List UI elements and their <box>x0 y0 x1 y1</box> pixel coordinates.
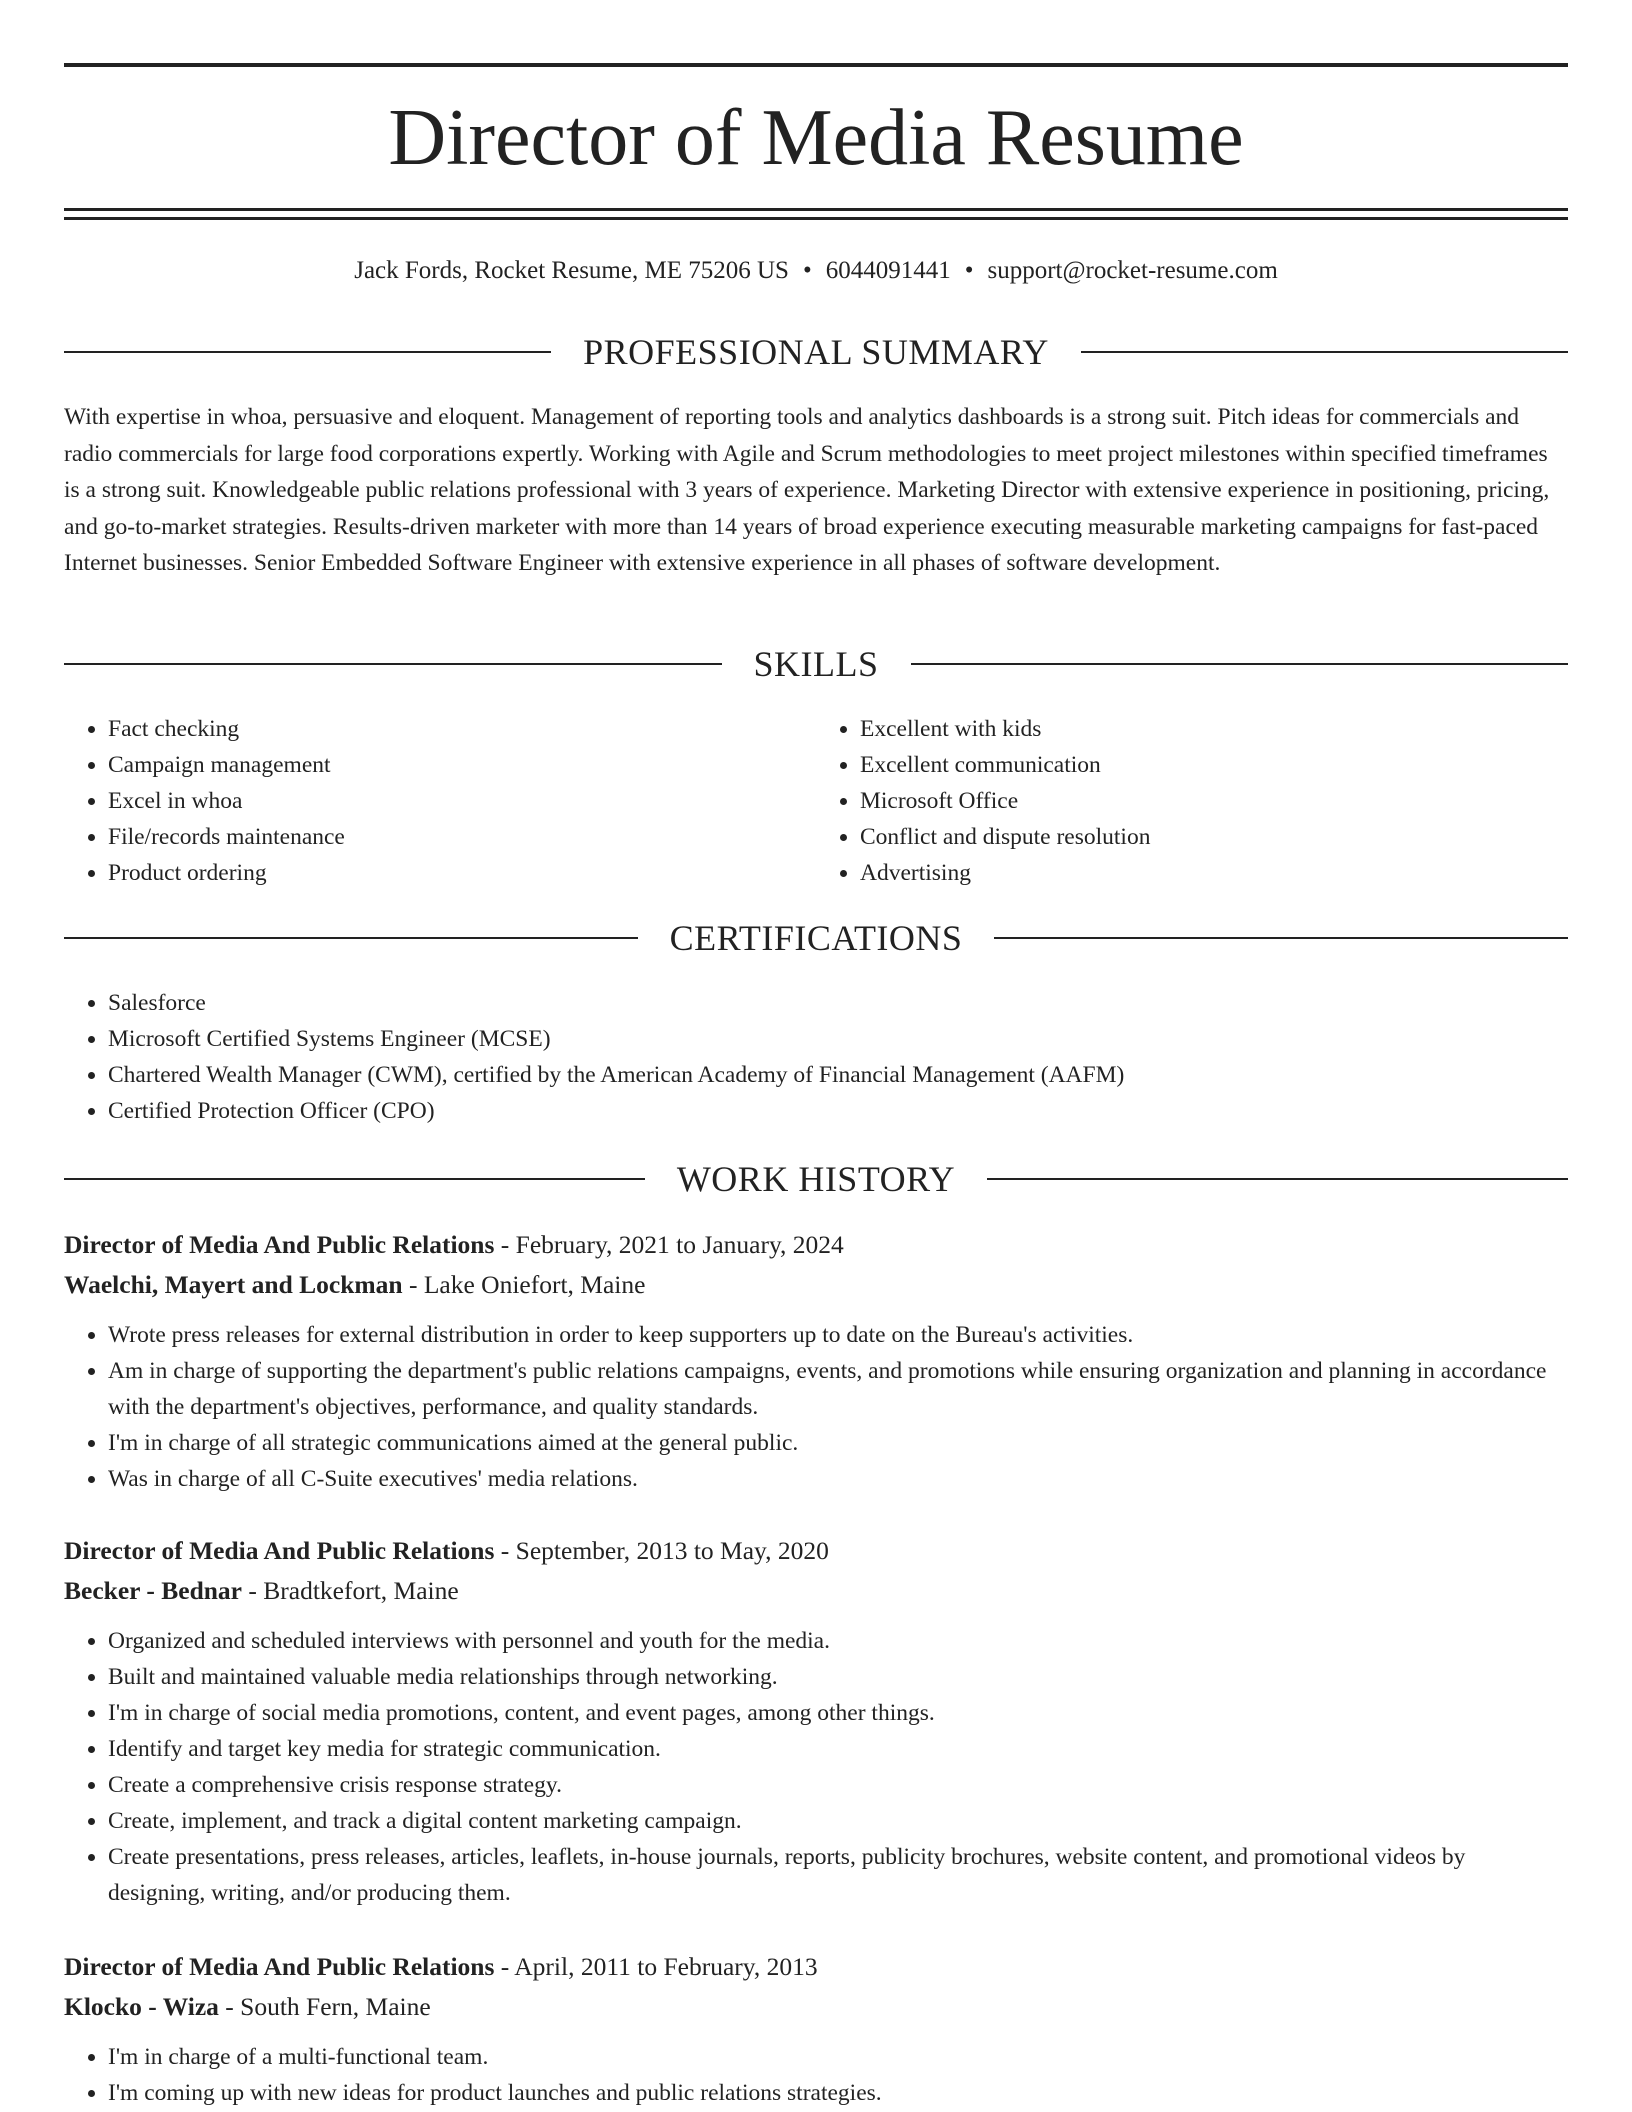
job-dates: - April, 2011 to February, 2013 <box>494 1952 818 1981</box>
job-bullet: • I'm coming up with new ideas for product launches and public relations strategies. <box>108 2075 1568 2111</box>
skill-item: • Excel in whoa <box>108 783 816 819</box>
section-header-summary <box>64 332 1568 372</box>
job-title: Director of Media And Public Relations <box>64 1230 495 1259</box>
job-bullets <box>64 2039 1568 2111</box>
job-bullets <box>64 1623 1568 1911</box>
contact-address: Jack Fords, Rocket Resume, ME 75206 US <box>354 257 789 284</box>
job-bullet: • Organized and scheduled interviews with personnel and youth for the media. <box>108 1623 1568 1659</box>
job-bullet: • Identify and target key media for strategic communication. <box>108 1731 1568 1767</box>
job-entry <box>64 1947 1568 2111</box>
job-dates: - September, 2013 to May, 2020 <box>494 1536 829 1565</box>
divider-line <box>64 937 638 939</box>
page-title: Director of Media Resume <box>388 94 1244 182</box>
job-bullet: • I'm in charge of all strategic communications aimed at the general public. <box>108 1425 1568 1461</box>
certifications-block <box>64 985 1568 1129</box>
job-bullet: • Create, implement, and track a digital content marketing campaign. <box>108 1803 1568 1839</box>
contact-separator: • <box>802 257 812 284</box>
job-location: - South Fern, Maine <box>218 1992 431 2021</box>
job-company: Klocko - Wiza <box>64 1992 219 2021</box>
job-title-line <box>64 1947 1568 1987</box>
skill-item: • Campaign management <box>108 747 816 783</box>
job-bullet: • Was in charge of all C-Suite executives' media relations. <box>108 1461 1568 1497</box>
job-company-line <box>64 1987 1568 2027</box>
job-title: Director of Media And Public Relations <box>64 1536 495 1565</box>
job-entry <box>64 1225 1568 1497</box>
skills-list-right <box>816 711 1568 891</box>
job-bullets <box>64 1317 1568 1497</box>
section-title-work-history: WORK HISTORY <box>676 1159 956 1199</box>
job-company: Waelchi, Mayert and Lockman <box>64 1270 403 1299</box>
title-double-rule <box>64 208 1568 220</box>
section-title-certifications: CERTIFICATIONS <box>669 918 963 958</box>
skill-item: • Excellent communication <box>860 747 1568 783</box>
divider-line <box>64 351 551 353</box>
skill-item: • Fact checking <box>108 711 816 747</box>
contact-phone: 6044091441 <box>825 257 951 284</box>
divider-line <box>64 1178 645 1180</box>
section-title-skills: SKILLS <box>753 644 879 684</box>
job-bullet: • Create presentations, press releases, articles, leaflets, in-house journals, reports, publicity brochures, website content, and promotional videos by designing, writing, and/or producing them. <box>108 1839 1568 1911</box>
skill-item: • Advertising <box>860 855 1568 891</box>
divider-line <box>987 1178 1568 1180</box>
job-bullet: • Built and maintained valuable media relationships through networking. <box>108 1659 1568 1695</box>
summary-text: With expertise in whoa, persuasive and eloquent. Management of reporting tools and analytics dashboards is a strong suit. Pitch ideas for commercials and radio commercials for large food corporations expertly. Working with Agile and Scrum methodologies to meet project milestones within specified timeframes is a strong suit. Knowledgeable public relations professional with 3 years of experience. Marketing Director with extensive experience in positioning, pricing, and go-to-market strategies. Results-driven marketer with more than 14 years of broad experience executing measurable marketing campaigns for fast-paced Internet businesses. Senior Embedded Software Engineer with extensive experience in all phases of software development. <box>64 404 1550 576</box>
certification-item: • Chartered Wealth Manager (CWM), certified by the American Academy of Financial Management (AAFM) <box>108 1057 1568 1093</box>
divider-line <box>994 937 1568 939</box>
divider-line <box>64 663 722 665</box>
job-company-line <box>64 1571 1568 1611</box>
certifications-list <box>64 985 1568 1129</box>
skills-list-left <box>64 711 816 891</box>
job-bullet: • I'm in charge of a multi-functional team. <box>108 2039 1568 2075</box>
contact-email: support@rocket-resume.com <box>987 257 1278 284</box>
certification-item: • Microsoft Certified Systems Engineer (MCSE) <box>108 1021 1568 1057</box>
job-title-line <box>64 1531 1568 1571</box>
skill-item: • Conflict and dispute resolution <box>860 819 1568 855</box>
contact-separator: • <box>964 257 974 284</box>
job-dates: - February, 2021 to January, 2024 <box>494 1230 844 1259</box>
skill-item: • Product ordering <box>108 855 816 891</box>
job-title: Director of Media And Public Relations <box>64 1952 495 1981</box>
job-location: - Lake Oniefort, Maine <box>402 1270 646 1299</box>
skill-item: • File/records maintenance <box>108 819 816 855</box>
divider-line <box>911 663 1569 665</box>
job-company: Becker - Bednar <box>64 1576 243 1605</box>
section-header-certifications <box>64 918 1568 958</box>
skills-columns <box>64 711 1568 891</box>
section-header-work-history <box>64 1159 1568 1199</box>
top-rule <box>64 63 1568 67</box>
job-location: - Bradtkefort, Maine <box>242 1576 459 1605</box>
contact-line <box>64 253 1568 289</box>
job-bullet: • Am in charge of supporting the department's public relations campaigns, events, and promotions while ensuring organization and planning in accordance with the department's objectives, performance, and quality standards. <box>108 1353 1568 1425</box>
skill-item: • Microsoft Office <box>860 783 1568 819</box>
divider-line <box>1081 351 1568 353</box>
section-header-skills <box>64 644 1568 684</box>
job-company-line <box>64 1265 1568 1305</box>
job-bullet: • Wrote press releases for external distribution in order to keep supporters up to date on the Bureau's activities. <box>108 1317 1568 1353</box>
certification-item: • Certified Protection Officer (CPO) <box>108 1093 1568 1129</box>
section-title-summary: PROFESSIONAL SUMMARY <box>583 332 1049 372</box>
job-bullet: • Create a comprehensive crisis response strategy. <box>108 1767 1568 1803</box>
job-bullet: • I'm in charge of social media promotions, content, and event pages, among other things. <box>108 1695 1568 1731</box>
skill-item: • Excellent with kids <box>860 711 1568 747</box>
job-entry <box>64 1531 1568 1911</box>
job-title-line <box>64 1225 1568 1265</box>
certification-item: • Salesforce <box>108 985 1568 1021</box>
